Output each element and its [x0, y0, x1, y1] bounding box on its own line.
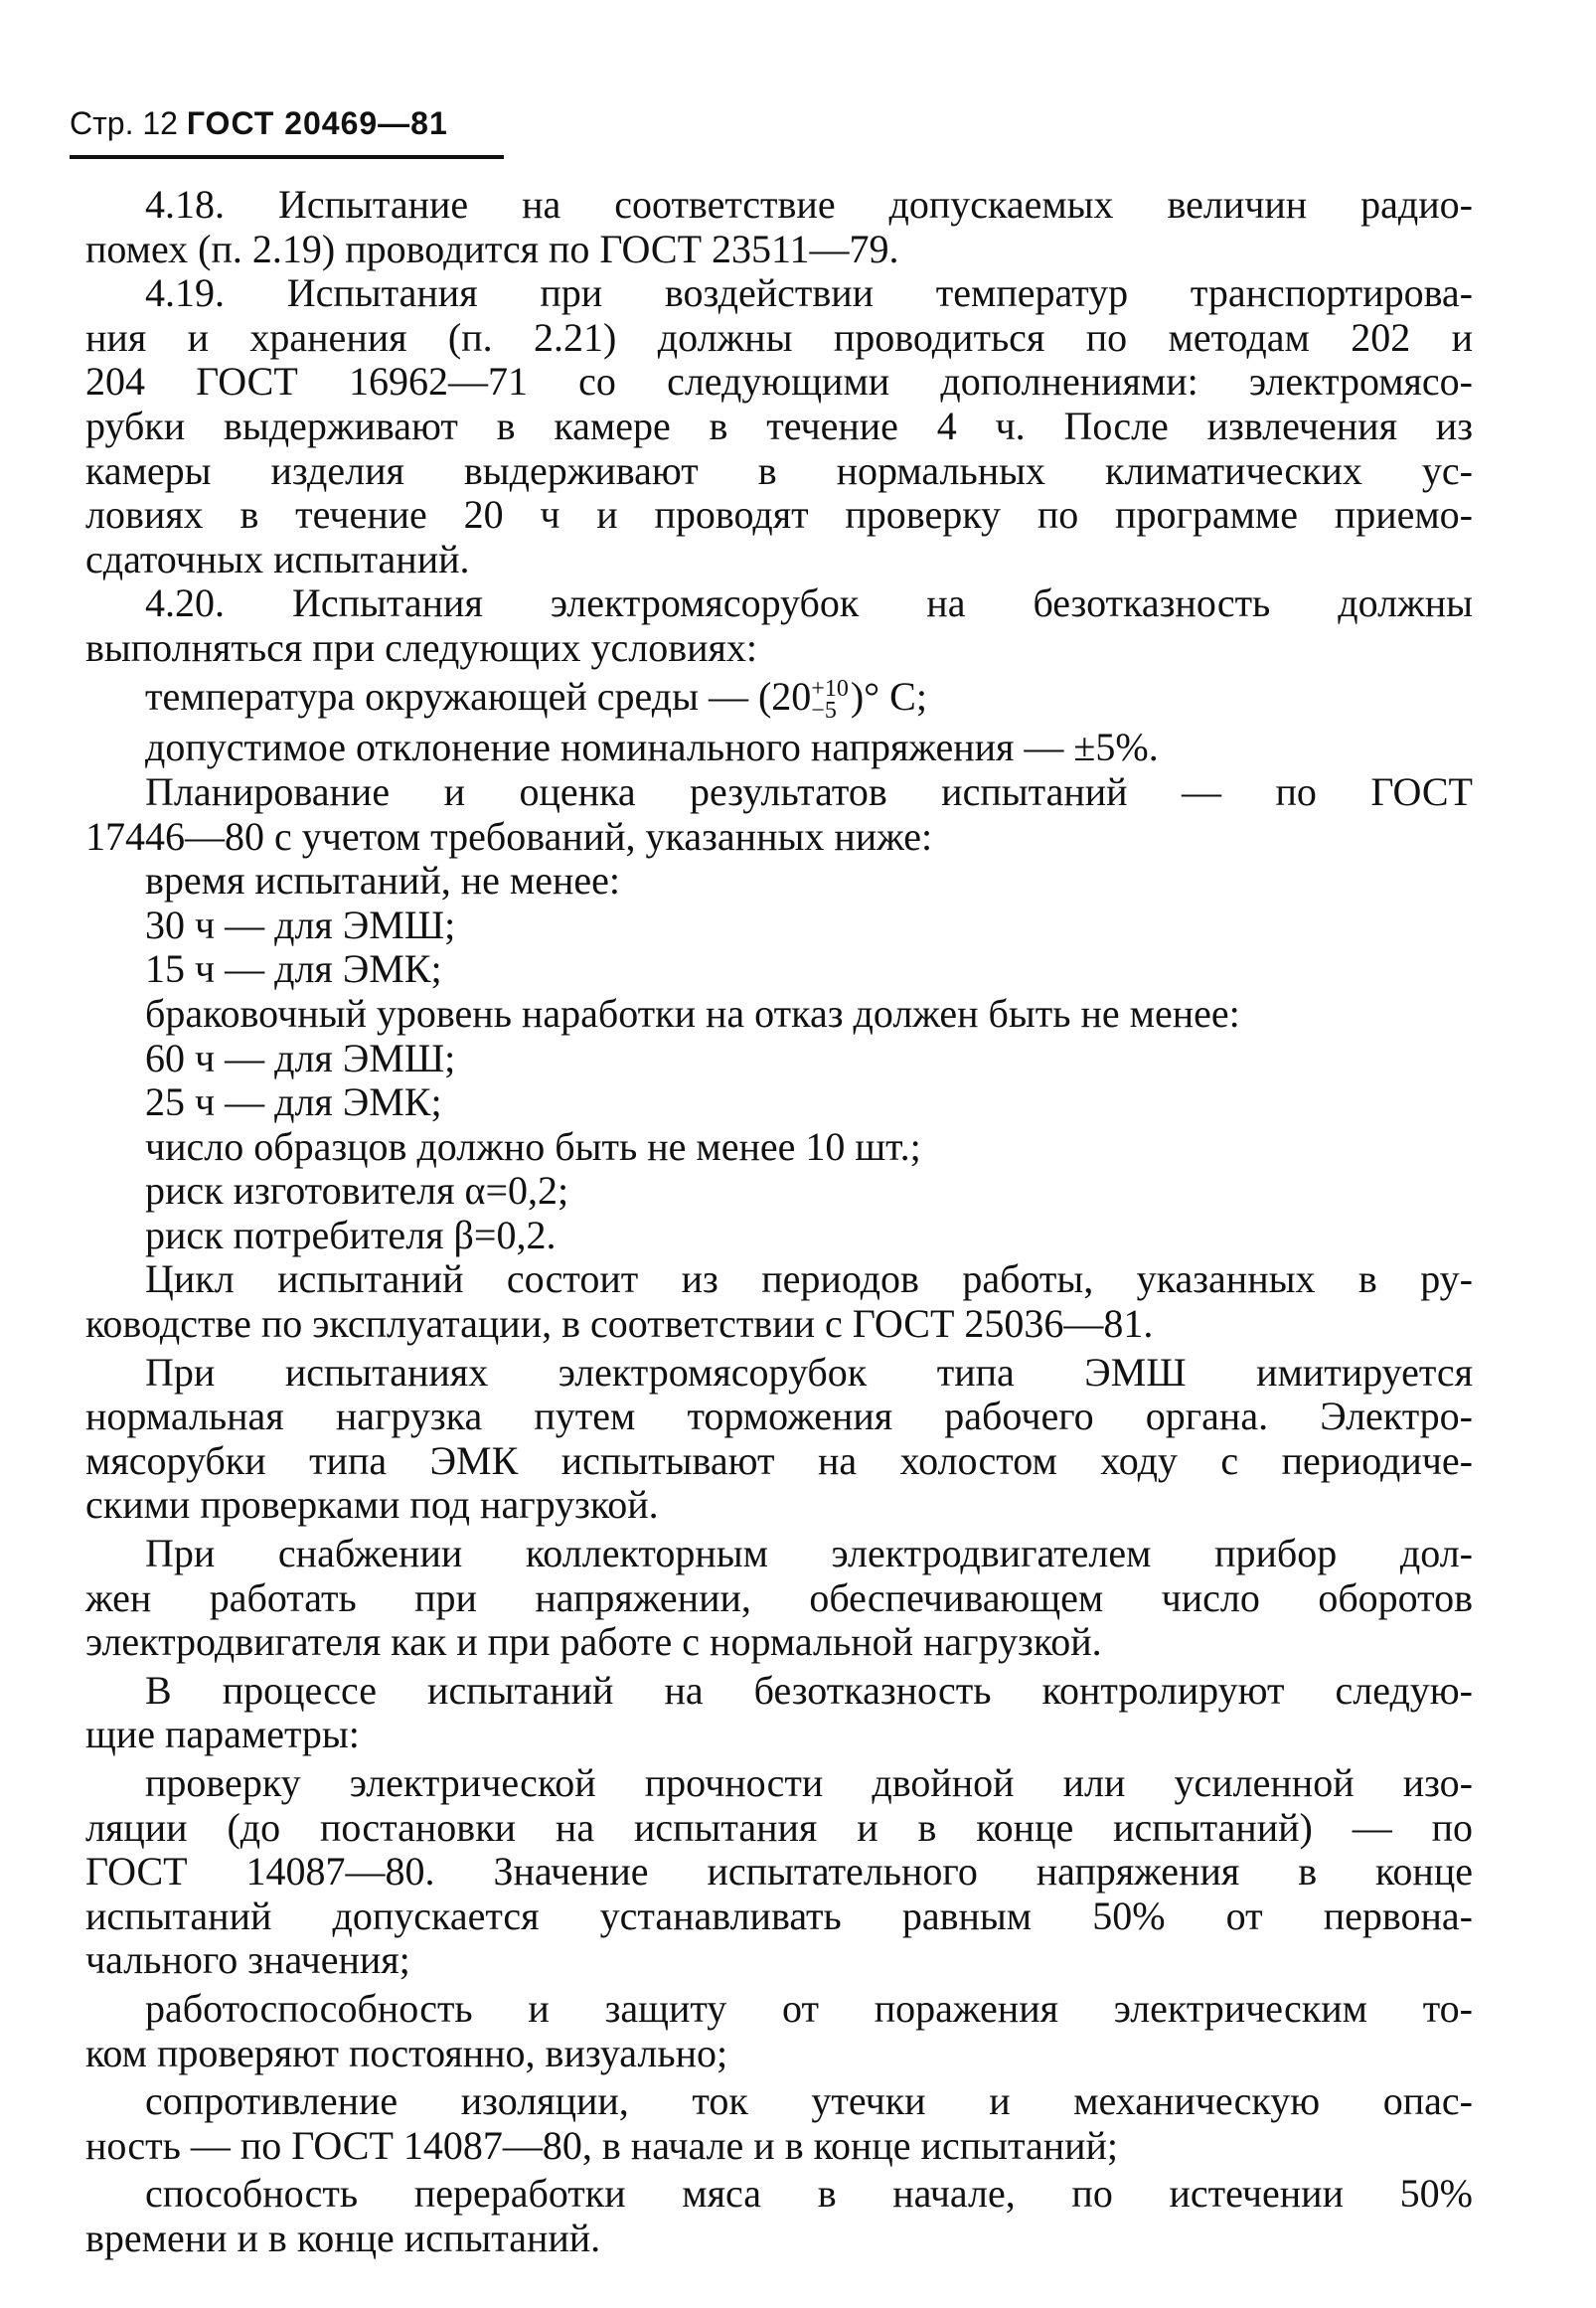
text-line: ния и хранения (п. 2.21) должны проводиться по методам 202 и [85, 314, 1473, 360]
page-header [70, 103, 448, 143]
text-line: жен работать при напряжении, обеспечивающем число оборотов [85, 1574, 1473, 1620]
text-line: чального значения; [85, 1937, 410, 1983]
voltage-condition: допустимое отклонение номинального напряжения — ±5%. [145, 725, 1159, 770]
text-line: ляции (до постановки на испытания и в конце испытаний) — по [85, 1804, 1473, 1850]
paragraph-4-18 [85, 183, 1473, 271]
text-line: 17446—80 с учетом требований, указанных ниже: [85, 813, 933, 859]
text-line: сдаточных испытаний. [85, 536, 470, 581]
paragraph-strength [85, 1761, 1473, 1983]
paragraph-cycle [85, 1257, 1473, 1346]
text-line: помех (п. 2.19) проводится по ГОСТ 23511—79. [85, 226, 899, 271]
reject-level-emk: 25 ч — для ЭМК; [145, 1079, 442, 1125]
text-line: ность — по ГОСТ 14087—80, в начале и в конце испытаний; [85, 2122, 1119, 2168]
consumer-risk: риск потребителя β=0,2. [145, 1212, 557, 1257]
text-line: При снабжении коллекторным электродвигателем прибор дол- [145, 1531, 1473, 1576]
temperature-tolerance [811, 676, 849, 725]
temperature-upper: +10 [811, 676, 849, 703]
paragraph-emsh [85, 1351, 1473, 1528]
paragraph-resistance [85, 2079, 1473, 2168]
test-time-emsh: 30 ч — для ЭМШ; [145, 902, 456, 947]
paragraph-motor [85, 1532, 1473, 1665]
temperature-prefix: температура окружающей среды — (20 [145, 673, 812, 719]
text-line: ловиях в течение 20 ч и проводят проверку по программе приемо- [85, 492, 1473, 538]
text-line: мясорубки типа ЭМК испытывают на холостом ходу с периодиче- [85, 1437, 1473, 1483]
text-line: электродвигателя как и при работе с нормальной нагрузкой. [85, 1619, 1102, 1665]
text-line: щие параметры: [85, 1712, 360, 1757]
text-line: ководстве по эксплуатации, в соответствии с ГОСТ 25036—81. [85, 1301, 1154, 1347]
reject-level-emsh: 60 ч — для ЭМШ; [145, 1035, 456, 1080]
text-line: ком проверяют постоянно, визуально; [85, 2030, 728, 2075]
test-time-emk: 15 ч — для ЭМК; [145, 946, 442, 992]
sample-count: число образцов должно быть не менее 10 шт.; [145, 1123, 921, 1169]
text-line: 4.19. Испытания при воздействии температур транспортирова- [145, 270, 1473, 316]
text-line: ГОСТ 14087—80. Значение испытательного напряжения в конце [85, 1849, 1473, 1895]
text-line: нормальная нагрузка путем торможения рабочего органа. Электро- [85, 1394, 1473, 1439]
text-line: испытаний допускается устанавливать равным 50% от первона- [85, 1893, 1473, 1938]
text-line: 204 ГОСТ 16962—71 со следующими дополнениями: электромясо- [85, 359, 1473, 405]
manufacturer-risk: риск изготовителя α=0,2; [145, 1168, 569, 1214]
paragraph-control [85, 1669, 1473, 1757]
text-line: Цикл испытаний состоит из периодов работы, указанных в ру- [145, 1256, 1473, 1302]
document-body [85, 183, 1473, 2261]
text-line: сопротивление изоляции, ток утечки и механическую опас- [145, 2078, 1473, 2124]
paragraph-4-19 [85, 271, 1473, 581]
paragraph-planning [85, 770, 1473, 859]
text-line: Планирование и оценка результатов испытаний — по ГОСТ [145, 768, 1473, 814]
standard-number: ГОСТ 20469—81 [186, 105, 448, 141]
text-line: проверку электрической прочности двойной или усиленной изо- [145, 1760, 1473, 1805]
text-line: времени и в конце испытаний. [85, 2215, 601, 2260]
text-line: работоспособность и защиту от поражения электрическим то- [145, 1985, 1473, 2031]
page-number: Стр. 12 [70, 105, 178, 141]
paragraph-4-20 [85, 581, 1473, 670]
temperature-condition [85, 675, 1473, 723]
text-line: 4.18. Испытание на соответствие допускаемых величин радио- [145, 182, 1473, 227]
temperature-lower: −5 [811, 698, 837, 725]
temperature-suffix: )° С; [850, 673, 927, 719]
text-line: При испытаниях электромясорубок типа ЭМШ имитируется [145, 1349, 1473, 1395]
reject-level: браковочный уровень наработки на отказ должен быть не менее: [145, 990, 1240, 1036]
test-time: время испытаний, не менее: [145, 858, 620, 904]
header-rule [70, 155, 504, 159]
paragraph-work [85, 1987, 1473, 2075]
text-line: 4.20. Испытания электромясорубок на безотказность должны [145, 580, 1473, 626]
text-line: В процессе испытаний на безотказность контролируют следую- [145, 1667, 1473, 1713]
text-line: выполняться при следующих условиях: [85, 624, 757, 670]
paragraph-meat [85, 2172, 1473, 2260]
text-line: скими проверками под нагрузкой. [85, 1482, 659, 1528]
text-line: камеры изделия выдерживают в нормальных климатических ус- [85, 447, 1473, 493]
text-line: способность переработки мяса в начале, по истечении 50% [145, 2171, 1473, 2217]
text-line: рубки выдерживают в камере в течение 4 ч. После извлечения из [85, 403, 1473, 448]
